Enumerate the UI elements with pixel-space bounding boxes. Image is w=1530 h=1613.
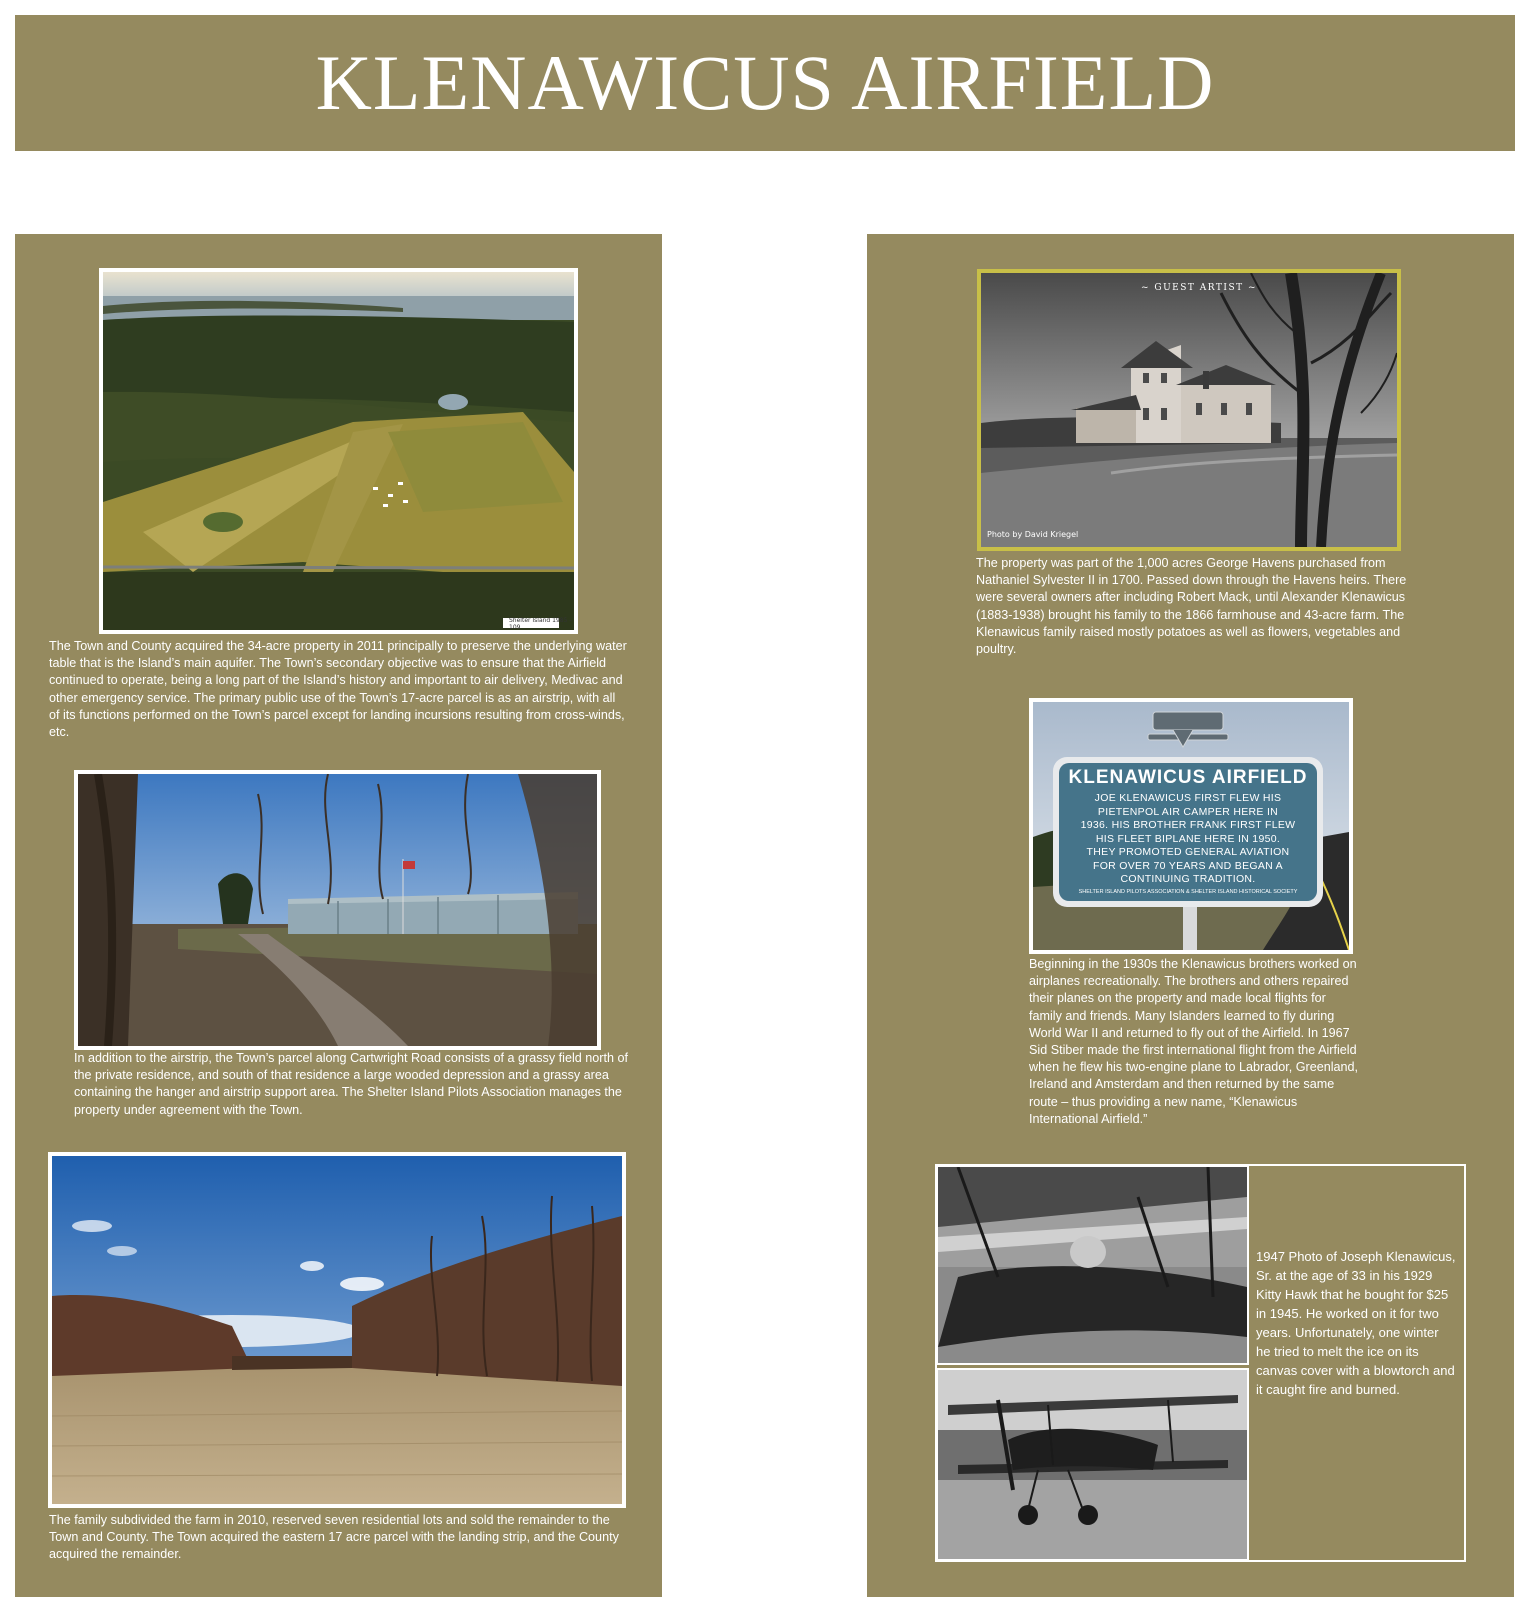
aerial-photo-stamp: Shelter Island 1985 - 109	[509, 617, 572, 631]
marker-sign-photo	[1029, 698, 1353, 954]
title-banner	[15, 15, 1515, 151]
marker-line: PIETENPOL AIR CAMPER HERE IN	[1097, 805, 1279, 818]
hangar-photo-image	[78, 774, 597, 1046]
biplane-photo-top-image	[938, 1167, 1247, 1363]
marker-caption: Beginning in the 1930s the Klenawicus brothers worked on airplanes recreationally. The brothers and others repaired their planes on the property and made local flights for family and friends. Many Islanders learned to fly during World War II and returned to fly out of the Airfield. In 1967 Sid Stiber made the first international flight from the Airfield when he flew his two-engine plane to Labrador, Greenland, Ireland and Amsterdam and then returned by the same route – thus providing a new name, “Klenawicus International Airfield.”	[1029, 957, 1359, 1126]
marker-footer: SHELTER ISLAND PILOTS ASSOCIATION & SHELTER ISLAND HISTORICAL SOCIETY	[1078, 888, 1298, 895]
biplane-photo-bottom-image	[938, 1370, 1247, 1559]
field-caption: The family subdivided the farm in 2010, reserved seven residential lots and sold the remainder to the Town and County. The Town acquired the eastern 17 acre parcel with the landing strip, and the County acquired the remainder.	[49, 1513, 619, 1562]
field-photo-image	[52, 1156, 622, 1504]
biplane-caption: 1947 Photo of Joseph Klenawicus, Sr. at the age of 33 in his 1929 Kitty Hawk that he bought for $25 in 1945. He worked on it for two years. Unfortunately, one winter he tried to melt the ice on its canvas cover with a blowtorch and it caught fire and burned.	[1256, 1249, 1456, 1397]
marker-line: THEY PROMOTED GENERAL AVIATION	[1086, 846, 1290, 858]
marker-line: 1936. HIS BROTHER FRANK FIRST FLEW	[1080, 819, 1296, 831]
marker-line: CONTINUING TRADITION.	[1120, 873, 1256, 885]
hangar-photo	[74, 770, 601, 1050]
aerial-photo-image	[103, 272, 574, 630]
field-photo	[48, 1152, 626, 1508]
guest-artist-label: ~ GUEST ARTIST ~	[1141, 283, 1258, 293]
marker-heading: KLENAWICUS AIRFIELD	[1068, 767, 1308, 788]
marker-line: HIS FLEET BIPLANE HERE IN 1950.	[1095, 832, 1281, 845]
photo-credit: Photo by David Kriegel	[987, 530, 1079, 539]
aerial-caption: The Town and County acquired the 34-acre property in 2011 principally to preserve the underlying water table that is the Island’s main aquifer. The Town’s secondary objective was to ensure that the Airfield continued to operate, being a long part of the Island’s history and important to air delivery, Medivac and other emergency service. The primary public use of the Town’s 17-acre parcel is as an airstrip, with all of its functions performed on the Town’s parcel except for landing incursions resulting from cross-winds, etc.	[49, 639, 627, 740]
aerial-photo	[99, 268, 578, 634]
biplane-photo-bottom	[936, 1368, 1249, 1561]
right-panel	[867, 234, 1514, 1597]
marker-line: JOE KLENAWICUS FIRST FLEW HIS	[1094, 792, 1282, 804]
page-title: KLENAWICUS AIRFIELD	[315, 39, 1215, 126]
marker-line: FOR OVER 70 YEARS AND BEGAN A	[1093, 859, 1283, 872]
farmhouse-photo-image	[981, 273, 1397, 547]
hangar-caption: In addition to the airstrip, the Town’s parcel along Cartwright Road consists of a grassy field north of the private residence, and south of that residence a large wooded depression and a grassy area containing the hanger and airstrip support area. The Shelter Island Pilots Association manages the property under agreement with the Town.	[74, 1051, 628, 1117]
farmhouse-photo	[977, 269, 1401, 551]
farmhouse-caption: The property was part of the 1,000 acres George Havens purchased from Nathaniel Sylvester II in 1700. Passed down through the Havens heirs. There were several owners after including Robert Mack, until Alexander Klenawicus (1883-1938) brought his family to the 1866 farmhouse and 43-acre farm. The Klenawicus family raised mostly potatoes as well as flowers, vegetables and poultry.	[976, 556, 1407, 657]
marker-sign	[1059, 763, 1317, 901]
left-panel	[15, 234, 662, 1597]
biplane-photo-top	[936, 1165, 1249, 1365]
